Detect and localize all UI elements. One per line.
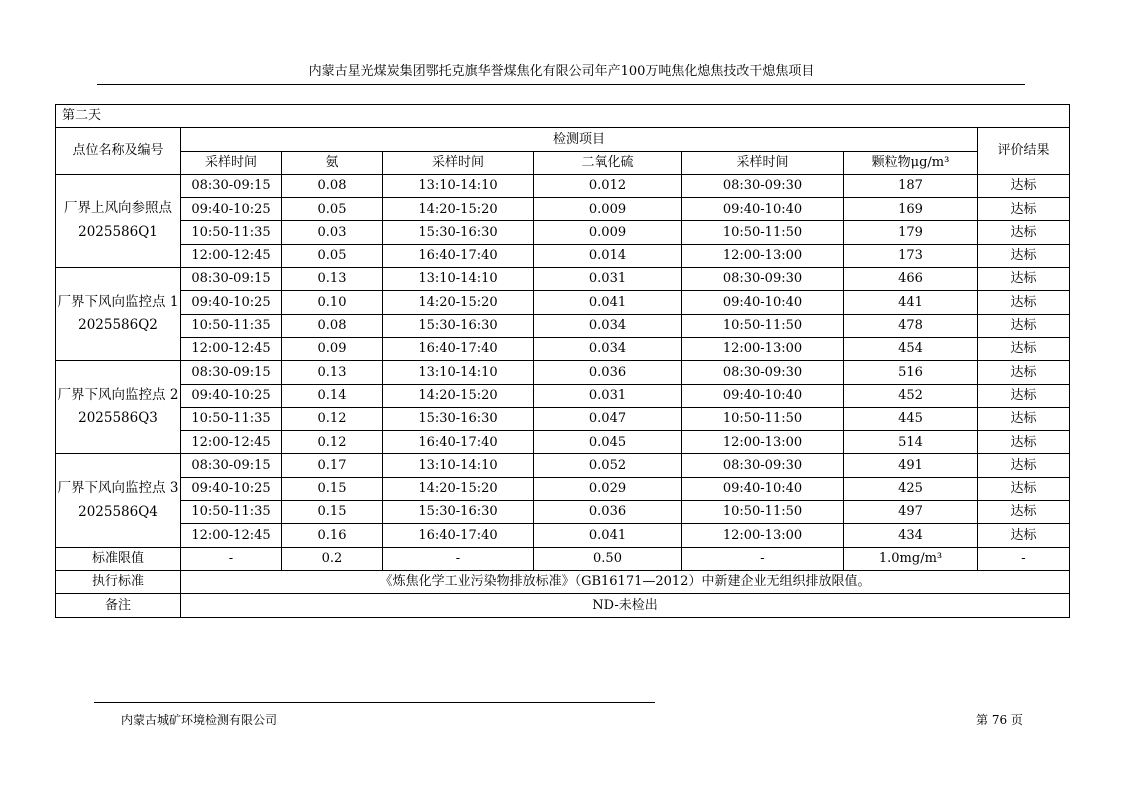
so2-value-cell: 0.014 [534, 244, 682, 267]
pm-sampling-time-cell: 08:30-09:30 [682, 361, 844, 384]
ammonia-sampling-time-cell: 08:30-09:15 [181, 454, 282, 477]
ammonia-sampling-time-cell: 08:30-09:15 [181, 361, 282, 384]
document-header-title: 内蒙古星光煤炭集团鄂托克旗华誉煤焦化有限公司年产100万吨焦化熄焦技改干熄焦项目 [308, 64, 815, 79]
point-name-cell: 厂界下风向监控点 3 2025586Q4 [56, 454, 181, 547]
pm-value-cell: 454 [844, 337, 978, 360]
so2-header: 二氧化硫 [534, 151, 682, 174]
so2-value-cell: 0.036 [534, 361, 682, 384]
table-row [56, 314, 1070, 337]
limit-value-cell: - [181, 547, 282, 570]
ammonia-value-cell: 0.09 [282, 337, 383, 360]
point-name-cell: 厂界下风向监控点 1 2025586Q2 [56, 268, 181, 361]
limit-value-cell: - [682, 547, 844, 570]
so2-sampling-time-cell: 13:10-14:10 [383, 268, 534, 291]
items-column-header: 检测项目 [181, 128, 978, 151]
evaluation-result-cell: 达标 [978, 407, 1070, 430]
ammonia-sampling-time-cell: 10:50-11:35 [181, 314, 282, 337]
table-row [56, 454, 1070, 477]
ammonia-sampling-time-cell: 12:00-12:45 [181, 431, 282, 454]
remark-label-cell: 备注 [56, 594, 181, 617]
ammonia-sampling-time-cell: 10:50-11:35 [181, 221, 282, 244]
ammonia-sampling-time-cell: 08:30-09:15 [181, 268, 282, 291]
evaluation-result-cell: 达标 [978, 477, 1070, 500]
ammonia-value-cell: 0.13 [282, 268, 383, 291]
point-name-cell: 厂界下风向监控点 2 2025586Q3 [56, 361, 181, 454]
so2-sampling-time-cell: 14:20-15:20 [383, 384, 534, 407]
pm-sampling-time-cell: 10:50-11:50 [682, 407, 844, 430]
so2-value-cell: 0.034 [534, 314, 682, 337]
table-row [56, 221, 1070, 244]
ammonia-sampling-time-cell: 10:50-11:35 [181, 501, 282, 524]
evaluation-result-cell: 达标 [978, 431, 1070, 454]
so2-sampling-time-cell: 15:30-16:30 [383, 501, 534, 524]
pm-value-cell: 187 [844, 174, 978, 197]
pm-value-cell: 173 [844, 244, 978, 267]
table-row [56, 268, 1070, 291]
pm-sampling-time-cell: 12:00-13:00 [682, 337, 844, 360]
so2-sampling-time-cell: 15:30-16:30 [383, 221, 534, 244]
ammonia-value-cell: 0.12 [282, 407, 383, 430]
evaluation-result-cell: 达标 [978, 454, 1070, 477]
pm-sampling-time-cell: 12:00-13:00 [682, 524, 844, 547]
evaluation-result-cell: 达标 [978, 174, 1070, 197]
pm-value-cell: 452 [844, 384, 978, 407]
particulate-header: 颗粒物μg/m³ [844, 151, 978, 174]
table-row [56, 244, 1070, 267]
day-label: 第二天 [56, 105, 1070, 128]
ammonia-value-cell: 0.08 [282, 174, 383, 197]
ammonia-sampling-time-cell: 09:40-10:25 [181, 384, 282, 407]
pm-value-cell: 466 [844, 268, 978, 291]
ammonia-value-cell: 0.05 [282, 244, 383, 267]
ammonia-value-cell: 0.15 [282, 501, 383, 524]
so2-sampling-time-cell: 14:20-15:20 [383, 291, 534, 314]
ammonia-value-cell: 0.17 [282, 454, 383, 477]
evaluation-result-cell: 达标 [978, 198, 1070, 221]
so2-sampling-time-cell: 13:10-14:10 [383, 454, 534, 477]
ammonia-sampling-time-cell: 09:40-10:25 [181, 477, 282, 500]
so2-sampling-time-cell: 16:40-17:40 [383, 337, 534, 360]
evaluation-result-cell: 达标 [978, 361, 1070, 384]
limit-value-cell: - [383, 547, 534, 570]
so2-value-cell: 0.029 [534, 477, 682, 500]
table-row [56, 198, 1070, 221]
pm-sampling-time-cell: 08:30-09:30 [682, 174, 844, 197]
ammonia-sampling-time-cell: 12:00-12:45 [181, 337, 282, 360]
evaluation-result-cell: 达标 [978, 384, 1070, 407]
limit-value-cell: 1.0mg/m³ [844, 547, 978, 570]
pm-value-cell: 478 [844, 314, 978, 337]
so2-value-cell: 0.041 [534, 524, 682, 547]
so2-value-cell: 0.009 [534, 198, 682, 221]
so2-sampling-time-cell: 15:30-16:30 [383, 407, 534, 430]
ammonia-sampling-time-cell: 09:40-10:25 [181, 198, 282, 221]
so2-sampling-time-cell: 16:40-17:40 [383, 431, 534, 454]
limit-value-cell: 0.50 [534, 547, 682, 570]
pm-sampling-time-cell: 12:00-13:00 [682, 431, 844, 454]
ammonia-value-cell: 0.15 [282, 477, 383, 500]
so2-value-cell: 0.047 [534, 407, 682, 430]
so2-value-cell: 0.012 [534, 174, 682, 197]
so2-value-cell: 0.045 [534, 431, 682, 454]
pm-sampling-time-cell: 09:40-10:40 [682, 198, 844, 221]
pm-sampling-time-cell: 10:50-11:50 [682, 314, 844, 337]
sampling-time-header: 采样时间 [383, 151, 534, 174]
table-row [56, 361, 1070, 384]
ammonia-value-cell: 0.12 [282, 431, 383, 454]
table-row [56, 431, 1070, 454]
standard-limit-row [56, 547, 1070, 570]
pm-sampling-time-cell: 08:30-09:30 [682, 454, 844, 477]
ammonia-value-cell: 0.10 [282, 291, 383, 314]
so2-sampling-time-cell: 13:10-14:10 [383, 361, 534, 384]
table-row [56, 174, 1070, 197]
table-row [56, 337, 1070, 360]
evaluation-result-cell: 达标 [978, 314, 1070, 337]
so2-sampling-time-cell: 14:20-15:20 [383, 477, 534, 500]
pm-sampling-time-cell: 10:50-11:50 [682, 221, 844, 244]
pm-sampling-time-cell: 09:40-10:40 [682, 291, 844, 314]
table-row [56, 477, 1070, 500]
table-row [56, 524, 1070, 547]
evaluation-result-cell: 达标 [978, 221, 1070, 244]
limit-value-cell: - [978, 547, 1070, 570]
ammonia-value-cell: 0.03 [282, 221, 383, 244]
so2-value-cell: 0.052 [534, 454, 682, 477]
table-row [56, 407, 1070, 430]
pm-value-cell: 179 [844, 221, 978, 244]
so2-sampling-time-cell: 13:10-14:10 [383, 174, 534, 197]
ammonia-sampling-time-cell: 12:00-12:45 [181, 524, 282, 547]
so2-sampling-time-cell: 14:20-15:20 [383, 198, 534, 221]
ammonia-sampling-time-cell: 08:30-09:15 [181, 174, 282, 197]
evaluation-result-cell: 达标 [978, 524, 1070, 547]
sampling-time-header: 采样时间 [181, 151, 282, 174]
result-column-header: 评价结果 [978, 128, 1070, 175]
point-column-header: 点位名称及编号 [56, 128, 181, 175]
pm-value-cell: 434 [844, 524, 978, 547]
ammonia-value-cell: 0.16 [282, 524, 383, 547]
evaluation-result-cell: 达标 [978, 337, 1070, 360]
pm-value-cell: 169 [844, 198, 978, 221]
remark-value-cell: ND-未检出 [181, 594, 1070, 617]
so2-value-cell: 0.036 [534, 501, 682, 524]
pm-value-cell: 445 [844, 407, 978, 430]
limit-label-cell: 标准限值 [56, 547, 181, 570]
limit-value-cell: 0.2 [282, 547, 383, 570]
remark-row [56, 594, 1070, 617]
table-row [56, 291, 1070, 314]
monitoring-results-table [55, 104, 1070, 618]
pm-value-cell: 425 [844, 477, 978, 500]
so2-value-cell: 0.009 [534, 221, 682, 244]
sampling-time-header: 采样时间 [682, 151, 844, 174]
ammonia-value-cell: 0.13 [282, 361, 383, 384]
ammonia-sampling-time-cell: 10:50-11:35 [181, 407, 282, 430]
so2-value-cell: 0.041 [534, 291, 682, 314]
pm-sampling-time-cell: 09:40-10:40 [682, 477, 844, 500]
evaluation-result-cell: 达标 [978, 291, 1070, 314]
table-row [56, 384, 1070, 407]
standard-label-cell: 执行标准 [56, 570, 181, 593]
standard-value-cell: 《炼焦化学工业污染物排放标准》（GB16171—2012）中新建企业无组织排放限值。 [181, 570, 1070, 593]
so2-value-cell: 0.031 [534, 384, 682, 407]
so2-sampling-time-cell: 16:40-17:40 [383, 244, 534, 267]
footer-company: 内蒙古城矿环境检测有限公司 [121, 713, 278, 727]
pm-sampling-time-cell: 12:00-13:00 [682, 244, 844, 267]
so2-sampling-time-cell: 16:40-17:40 [383, 524, 534, 547]
evaluation-result-cell: 达标 [978, 244, 1070, 267]
ammonia-sampling-time-cell: 09:40-10:25 [181, 291, 282, 314]
ammonia-sampling-time-cell: 12:00-12:45 [181, 244, 282, 267]
so2-sampling-time-cell: 15:30-16:30 [383, 314, 534, 337]
pm-sampling-time-cell: 10:50-11:50 [682, 501, 844, 524]
evaluation-result-cell: 达标 [978, 501, 1070, 524]
pm-value-cell: 514 [844, 431, 978, 454]
pm-value-cell: 497 [844, 501, 978, 524]
execution-standard-row [56, 570, 1070, 593]
footer-divider [94, 702, 655, 703]
ammonia-value-cell: 0.05 [282, 198, 383, 221]
header-divider [97, 84, 1025, 85]
pm-value-cell: 491 [844, 454, 978, 477]
pm-value-cell: 441 [844, 291, 978, 314]
pm-sampling-time-cell: 08:30-09:30 [682, 268, 844, 291]
point-name-cell: 厂界上风向参照点 2025586Q1 [56, 174, 181, 267]
ammonia-value-cell: 0.08 [282, 314, 383, 337]
page-number: 第 76 页 [976, 713, 1023, 727]
so2-value-cell: 0.034 [534, 337, 682, 360]
pm-value-cell: 516 [844, 361, 978, 384]
so2-value-cell: 0.031 [534, 268, 682, 291]
ammonia-header: 氨 [282, 151, 383, 174]
pm-sampling-time-cell: 09:40-10:40 [682, 384, 844, 407]
table-row [56, 501, 1070, 524]
evaluation-result-cell: 达标 [978, 268, 1070, 291]
ammonia-value-cell: 0.14 [282, 384, 383, 407]
